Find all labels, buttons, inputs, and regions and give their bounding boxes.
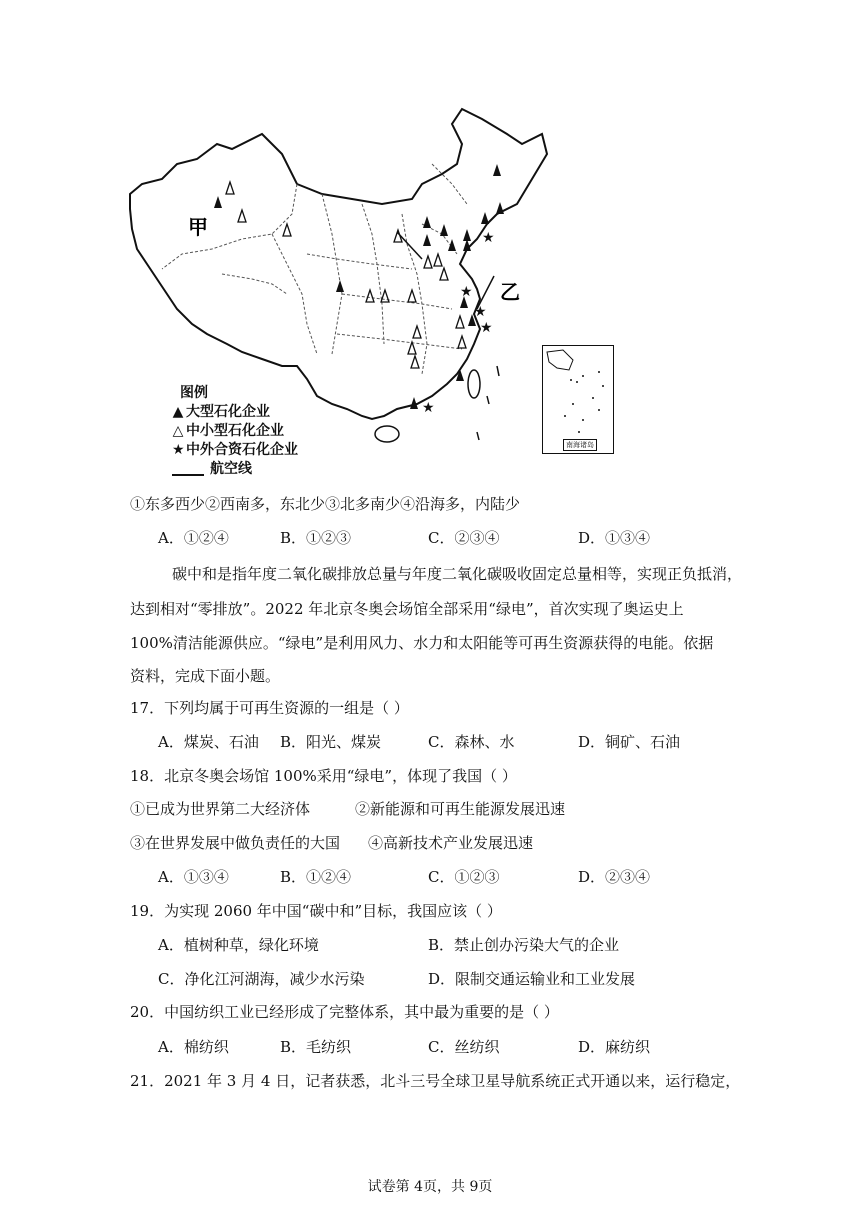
q19-option-d[interactable]: D．限制交通运输业和工业发展: [428, 970, 636, 988]
q21-stem: 21．2021 年 3 月 4 日，记者获悉，北斗三号全球卫星导航系统正式开通以来，运行稳定，: [130, 1072, 741, 1090]
q19-option-b[interactable]: B．禁止创办污染大气的企业: [428, 936, 620, 954]
inset-svg: [543, 346, 613, 453]
q18-stem: 18．北京冬奥会场馆 100%采用“绿电”，体现了我国（ ）: [130, 767, 517, 785]
q18-option-b[interactable]: B．①②④: [280, 868, 352, 886]
legend-item-small: [172, 422, 298, 441]
passage-line: 达到相对“零排放”。2022 年北京冬奥会场馆全部采用“绿电”，首次实现了奥运史上: [130, 600, 684, 618]
passage-line: 100%清洁能源供应。“绿电”是利用风力、水力和太阳能等可再生资源获得的电能。依据: [130, 634, 714, 652]
small-enterprises: [226, 182, 466, 368]
q20-option-a[interactable]: A．棉纺织: [158, 1038, 229, 1056]
hainan: [375, 426, 399, 442]
q20-stem: 20．中国纺织工业已经形成了完整体系，其中最为重要的是（ ）: [130, 1003, 559, 1021]
svg-text:★: ★: [480, 320, 493, 336]
inset-label: 南海诸岛: [563, 439, 597, 451]
svg-text:★: ★: [474, 304, 487, 320]
q19-option-c[interactable]: C．净化江河湖海，减少水污染: [158, 970, 365, 988]
q18-option-a[interactable]: A．①③④: [158, 868, 229, 886]
q17-option-d[interactable]: D．铜矿、石油: [578, 733, 681, 751]
line-icon: [172, 464, 204, 476]
q19-option-a[interactable]: A．植树种草，绿化环境: [158, 936, 319, 954]
q20-option-b[interactable]: B．毛纺织: [280, 1038, 352, 1056]
svg-text:★: ★: [460, 284, 473, 300]
map-legend: [172, 384, 298, 479]
q16-option-c[interactable]: C．②③④: [428, 529, 500, 547]
legend-item-aviation: [172, 460, 298, 479]
q18-statement-3: ③在世界发展中做负责任的大国: [130, 834, 341, 852]
page-footer: 试卷第 4页，共 9页: [367, 1179, 493, 1195]
hollow-triangle-icon: △: [172, 423, 184, 439]
legend-label: 中外合资石化企业: [186, 442, 298, 458]
q17-option-b[interactable]: B．阳光、煤炭: [280, 733, 382, 751]
legend-label: 大型石化企业: [186, 404, 270, 420]
q18-statement-2: ②新能源和可再生能源发展迅速: [355, 800, 566, 818]
q16-statement: ①东多西少②西南多，东北少③北多南少④沿海多，内陆少: [130, 495, 521, 513]
aviation-line: [397, 232, 422, 259]
svg-text:★: ★: [482, 230, 495, 246]
legend-label: 中小型石化企业: [186, 423, 284, 439]
label-yi: 乙: [500, 280, 520, 304]
q16-option-b[interactable]: B．①②③: [280, 529, 352, 547]
label-jia: 甲: [188, 215, 208, 239]
passage-line: 碳中和是指年度二氧化碳排放总量与年度二氧化碳吸收固定总量相等，实现正负抵消，: [172, 565, 743, 583]
q16-option-d[interactable]: D．①③④: [578, 529, 651, 547]
legend-item-large: [172, 403, 298, 422]
q20-option-c[interactable]: C．丝纺织: [428, 1038, 500, 1056]
svg-text:★: ★: [422, 400, 435, 416]
passage-line: 资料，完成下面小题。: [130, 667, 281, 685]
legend-item-joint: [172, 441, 298, 460]
q20-option-d[interactable]: D．麻纺织: [578, 1038, 651, 1056]
star-icon: ★: [172, 442, 185, 458]
q17-stem: 17．下列均属于可再生资源的一组是（ ）: [130, 699, 409, 717]
legend-title: 图例: [180, 385, 208, 401]
q18-statement-4: ④高新技术产业发展迅速: [368, 834, 534, 852]
q18-option-c[interactable]: C．①②③: [428, 868, 500, 886]
q17-option-c[interactable]: C．森林、水: [428, 733, 515, 751]
q19-stem: 19．为实现 2060 年中国“碳中和”目标，我国应该（ ）: [130, 902, 502, 920]
q18-option-d[interactable]: D．②③④: [578, 868, 651, 886]
taiwan: [468, 370, 480, 398]
south-china-sea-inset: [542, 345, 614, 454]
q16-option-a[interactable]: A．①②④: [158, 529, 229, 547]
legend-label: 航空线: [210, 461, 252, 477]
china-outline: [130, 109, 547, 419]
province-borders: [162, 164, 467, 374]
q18-statement-1: ①已成为世界第二大经济体: [130, 800, 311, 818]
filled-triangle-icon: ▲: [172, 404, 184, 420]
q17-option-a[interactable]: A．煤炭、石油: [158, 733, 259, 751]
